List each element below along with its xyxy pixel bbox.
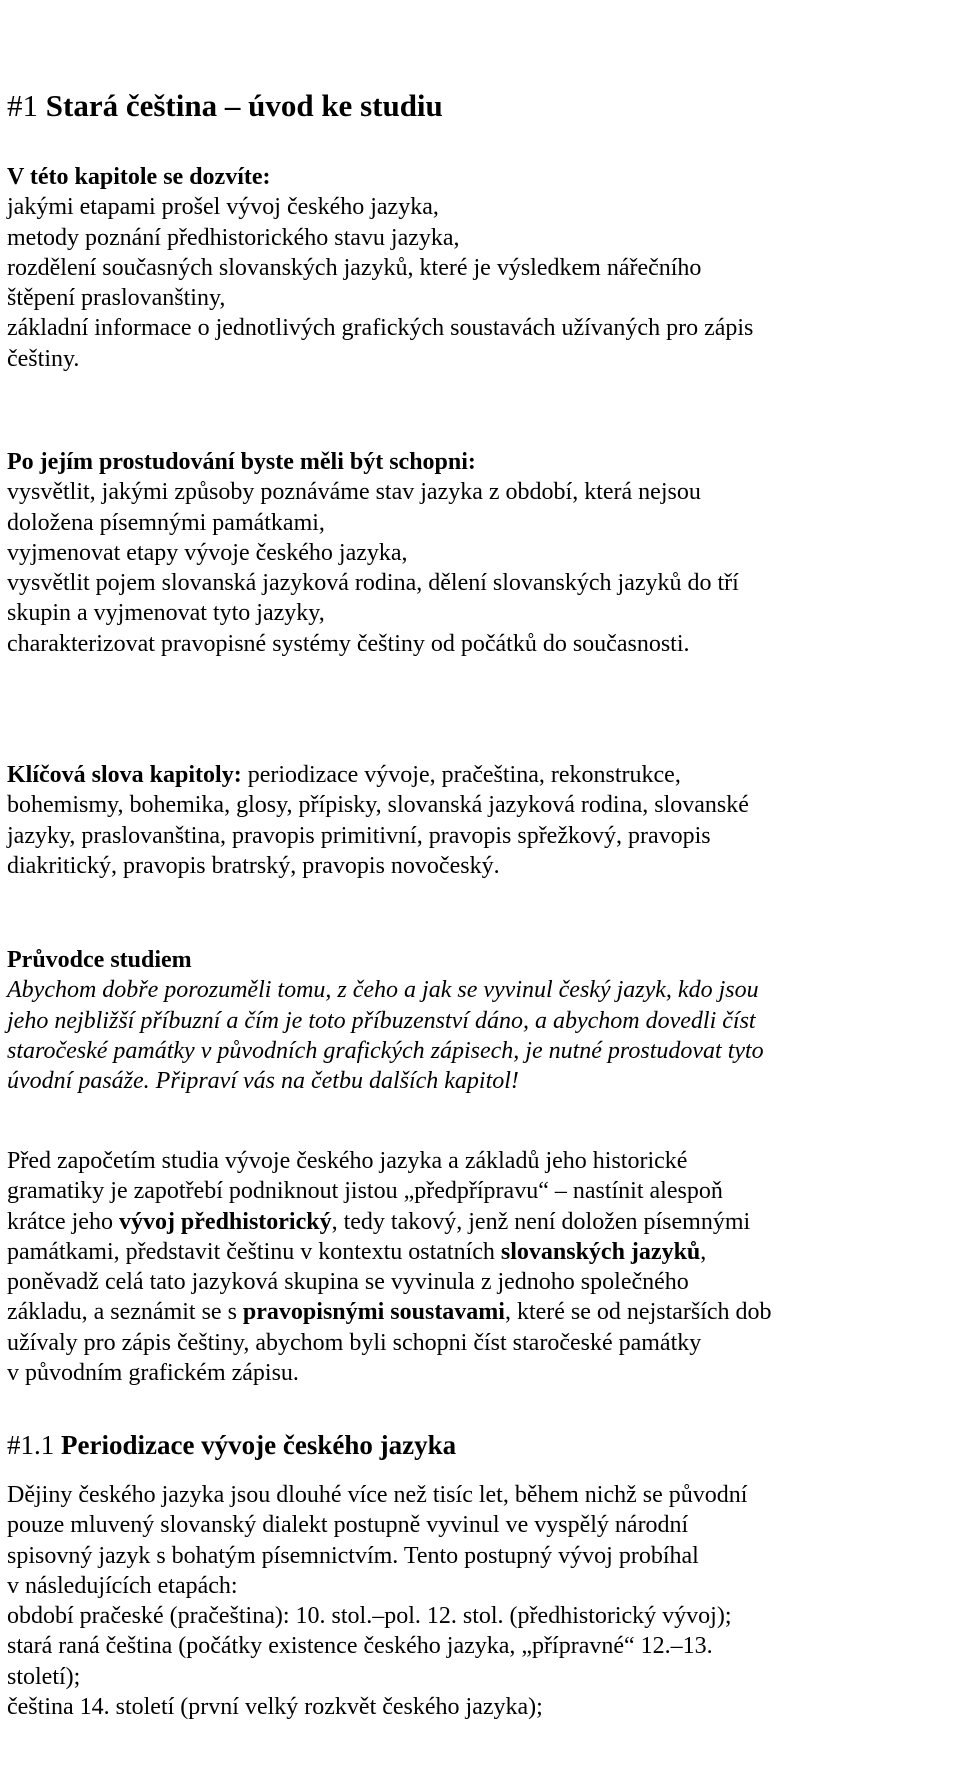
period-line: období pračeské (pračeština): 10. stol.–pol. 12. stol. (předhistorický vývoj); — [7, 1603, 732, 1630]
guide-heading: Průvodce studiem — [7, 947, 192, 973]
intro-line — [7, 1297, 940, 1327]
goals-line: charakterizovat pravopisné systémy češtiny od počátků do současnosti. — [7, 630, 690, 657]
learn-heading: V této kapitole se dozvíte: — [7, 164, 271, 190]
learn-line: štěpení praslovanštiny, — [7, 285, 226, 312]
chapter-title-text: Stará čeština – úvod ke studiu — [45, 88, 443, 123]
keywords-first-line — [7, 760, 940, 790]
intro-paragraph — [7, 1146, 940, 1388]
period-line: spisovný jazyk s bohatým písemnictvím. Tento postupný vývoj probíhal — [7, 1542, 699, 1569]
period-line: století); — [7, 1663, 81, 1690]
chapter-title — [7, 88, 443, 124]
intro-emphasis: pravopisnými soustavami — [242, 1299, 505, 1326]
section-title: Periodizace vývoje českého jazyka — [61, 1430, 457, 1460]
intro-text: , tedy takový, jenž není doložen písemnými — [331, 1208, 751, 1235]
guide-line: úvodní pasáže. Připraví vás na četbu dalších kapitol! — [7, 1068, 519, 1095]
keywords-line: bohemismy, bohemika, glosy, přípisky, slovanská jazyková rodina, slovanské — [7, 792, 749, 819]
guide-line: Abychom dobře porozuměli tomu, z čeho a jak se vyvinul český jazyk, kdo jsou — [7, 977, 759, 1004]
keywords-text: periodizace vývoje, pračeština, rekonstrukce, — [241, 762, 681, 788]
period-line: pouze mluvený slovanský dialekt postupně vyvinul ve vyspělý národní — [7, 1512, 689, 1539]
keywords-line: jazyky, praslovanština, pravopis primitivní, pravopis spřežkový, pravopis — [7, 822, 711, 849]
intro-line — [7, 1207, 940, 1237]
intro-line — [7, 1237, 940, 1267]
learn-line: metody poznání předhistorického stavu jazyka, — [7, 224, 460, 251]
intro-text: památkami, představit češtinu v kontextu ostatních — [7, 1238, 501, 1265]
period-line: čeština 14. století (první velký rozkvět českého jazyka); — [7, 1694, 543, 1721]
intro-text: krátce jeho — [7, 1208, 119, 1235]
goals-line: vysvětlit pojem slovanská jazyková rodina, dělení slovanských jazyků do tří — [7, 570, 739, 597]
intro-line: poněvadž celá tato jazyková skupina se vyvinula z jednoho společného — [7, 1269, 689, 1296]
section-heading — [7, 1428, 456, 1462]
intro-text: základu, a seznámit se s — [7, 1299, 243, 1326]
intro-text: , které se od nejstarších dob — [504, 1299, 772, 1326]
keywords-label: Klíčová slova kapitoly: — [7, 762, 242, 788]
goals-heading: Po jejím prostudování byste měli být schopni: — [7, 449, 476, 475]
intro-line: Před započetím studia vývoje českého jazyka a základů jeho historické — [7, 1148, 688, 1174]
learn-line: rozdělení současných slovanských jazyků, které je výsledkem nářečního — [7, 254, 702, 281]
section-number: #1.1 — [7, 1430, 55, 1460]
keywords-section — [7, 760, 940, 881]
goals-line: vyjmenovat etapy vývoje českého jazyka, — [7, 539, 408, 566]
learn-line: základní informace o jednotlivých grafických soustavách užívaných pro zápis — [7, 315, 754, 342]
guide-section — [7, 945, 940, 1096]
learn-line: češtiny. — [7, 345, 80, 372]
goals-section — [7, 447, 940, 659]
periodization-paragraph — [7, 1480, 940, 1722]
guide-line: jeho nejbližší příbuzní a čím je toto příbuzenství dáno, a abychom dovedli číst — [7, 1007, 756, 1034]
chapter-number: #1 — [7, 88, 38, 123]
intro-text: , — [700, 1238, 707, 1265]
keywords-line: diakritický, pravopis bratrský, pravopis novočeský. — [7, 852, 500, 879]
goals-line: doložena písemnými památkami, — [7, 509, 325, 536]
intro-line: užívaly pro zápis češtiny, abychom byli schopni číst staročeské památky — [7, 1329, 702, 1356]
period-line: stará raná čeština (počátky existence českého jazyka, „přípravné“ 12.–13. — [7, 1633, 713, 1660]
learn-section — [7, 162, 940, 374]
period-line: Dějiny českého jazyka jsou dlouhé více než tisíc let, během nichž se původní — [7, 1482, 748, 1508]
guide-line: staročeské památky v původních grafických zápisech, je nutné prostudovat tyto — [7, 1037, 764, 1064]
goals-line: skupin a vyjmenovat tyto jazyky, — [7, 600, 325, 627]
learn-line: jakými etapami prošel vývoj českého jazyka, — [7, 194, 439, 221]
intro-emphasis: slovanských jazyků — [500, 1238, 701, 1265]
intro-line: v původním grafickém zápisu. — [7, 1360, 299, 1387]
intro-emphasis: vývoj předhistorický — [118, 1208, 332, 1235]
period-line: v následujících etapách: — [7, 1572, 238, 1599]
goals-line: vysvětlit, jakými způsoby poznáváme stav jazyka z období, která nejsou — [7, 479, 701, 506]
intro-line: gramatiky je zapotřebí podniknout jistou „předpřípravu“ – nastínit alespoň — [7, 1178, 723, 1205]
